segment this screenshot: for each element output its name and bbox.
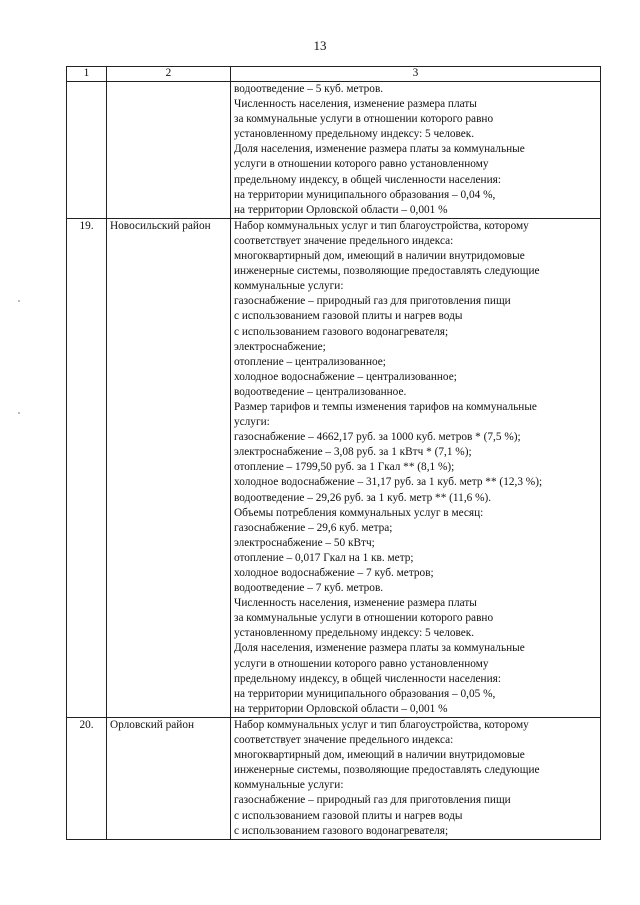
- text-line: соответствует значение предельного индекса:: [234, 234, 454, 247]
- text-line: услуги:: [234, 416, 270, 429]
- text-line: электроснабжение – 3,08 руб. за 1 кВтч * (7,1 %);: [234, 446, 472, 459]
- text-line: отопление – 1799,50 руб. за 1 Гкал ** (8,1 %);: [234, 461, 455, 474]
- text-line: на территории муниципального образования – 0,04 %,: [234, 188, 496, 201]
- text-line: предельному индексу, в общей численности населения:: [234, 672, 501, 685]
- text-line: Набор коммунальных услуг и тип благоустройства, которому: [234, 718, 529, 731]
- text-line: водоотведение – 5 куб. метров.: [234, 83, 384, 95]
- text-line: услуги в отношении которого равно установленному: [234, 657, 489, 670]
- row-number: 20.: [67, 717, 107, 839]
- text-line: водоотведение – 7 куб. метров.: [234, 582, 384, 595]
- text-line: холодное водоснабжение – централизованное;: [234, 370, 457, 383]
- district-name: [107, 82, 231, 219]
- text-line: электроснабжение;: [234, 340, 326, 353]
- text-line: с использованием газовой плиты и нагрев воды: [234, 310, 463, 323]
- text-line: на территории муниципального образования – 0,05 %,: [234, 687, 496, 700]
- tariff-table: [66, 66, 601, 840]
- text-line: инженерные системы, позволяющие предоставлять следующие: [234, 764, 540, 777]
- text-line: газоснабжение – 29,6 куб. метра;: [234, 521, 393, 534]
- text-line: газоснабжение – природный газ для приготовления пищи: [234, 794, 511, 807]
- text-line: Численность населения, изменение размера платы: [234, 597, 477, 610]
- text-line: Доля населения, изменение размера платы за коммунальные: [234, 642, 525, 655]
- text-line: отопление – централизованное;: [234, 355, 386, 368]
- row-number: 19.: [67, 218, 107, 717]
- table-row: [67, 82, 601, 219]
- text-line: соответствует значение предельного индекса:: [234, 734, 454, 747]
- text-line: с использованием газового водонагревателя;: [234, 325, 449, 338]
- text-line: на территории Орловской области – 0,001 %: [234, 702, 448, 715]
- page-number: 13: [313, 38, 327, 53]
- district-name: Новосильский район: [107, 218, 231, 717]
- text-line: отопление – 0,017 Гкал на 1 кв. метр;: [234, 551, 414, 564]
- text-line: установленному предельному индексу: 5 человек.: [234, 627, 475, 640]
- scan-speck: [18, 300, 20, 302]
- text-line: газоснабжение – 4662,17 руб. за 1000 куб. метров * (7,5 %);: [234, 431, 521, 444]
- column-header: 1: [67, 67, 107, 82]
- scan-speck: [18, 412, 20, 414]
- text-line: Набор коммунальных услуг и тип благоустройства, которому: [234, 219, 529, 232]
- row-content: [231, 717, 601, 839]
- text-line: многоквартирный дом, имеющий в наличии внутридомовые: [234, 749, 525, 762]
- text-line: коммунальные услуги:: [234, 779, 344, 792]
- text-line: Объемы потребления коммунальных услуг в месяц:: [234, 506, 484, 519]
- text-line: водоотведение – 29,26 руб. за 1 куб. метр ** (11,6 %).: [234, 491, 492, 504]
- text-line: холодное водоснабжение – 7 куб. метров;: [234, 567, 434, 579]
- text-line: за коммунальные услуги в отношении которого равно: [234, 113, 494, 126]
- text-line: с использованием газового водонагревателя;: [234, 824, 449, 837]
- text-line: многоквартирный дом, имеющий в наличии внутридомовые: [234, 250, 525, 263]
- text-line: с использованием газовой плиты и нагрев воды: [234, 809, 463, 822]
- text-line: водоотведение – централизованное.: [234, 385, 407, 398]
- text-line: услуги в отношении которого равно установленному: [234, 158, 489, 171]
- text-line: на территории Орловской области – 0,001 %: [234, 203, 448, 216]
- text-line: Размер тарифов и темпы изменения тарифов на коммунальные: [234, 400, 537, 413]
- table-row: [67, 717, 601, 839]
- district-name: Орловский район: [107, 717, 231, 839]
- text-line: предельному индексу, в общей численности населения:: [234, 173, 501, 186]
- text-line: установленному предельному индексу: 5 человек.: [234, 128, 475, 141]
- text-line: коммунальные услуги:: [234, 280, 344, 293]
- text-line: инженерные системы, позволяющие предоставлять следующие: [234, 265, 540, 278]
- text-line: Численность населения, изменение размера платы: [234, 98, 477, 111]
- table-header-row: [67, 67, 601, 82]
- text-line: электроснабжение – 50 кВтч;: [234, 536, 375, 549]
- row-number: [67, 82, 107, 219]
- text-line: Доля населения, изменение размера платы за коммунальные: [234, 143, 525, 156]
- row-content: [231, 82, 601, 219]
- table-row: [67, 218, 601, 717]
- text-line: холодное водоснабжение – 31,17 руб. за 1 куб. метр ** (12,3 %);: [234, 476, 543, 489]
- column-header: 2: [107, 67, 231, 82]
- column-header: 3: [231, 67, 601, 82]
- row-content: [231, 218, 601, 717]
- text-line: за коммунальные услуги в отношении которого равно: [234, 612, 494, 625]
- text-line: газоснабжение – природный газ для приготовления пищи: [234, 295, 511, 308]
